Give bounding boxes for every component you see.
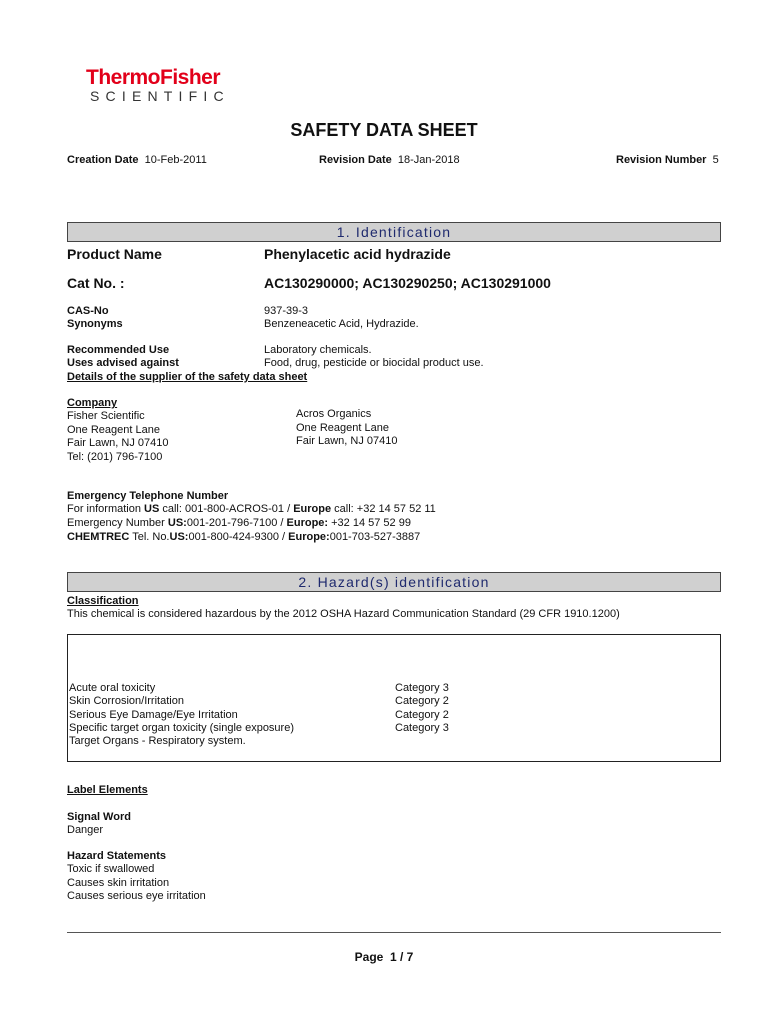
emergency-text: +32 14 57 52 99 xyxy=(328,517,411,529)
creation-date xyxy=(67,154,207,166)
hazard-category: Category 3 xyxy=(395,721,449,734)
revision-date xyxy=(319,154,460,166)
section-2-heading: 2. Hazard(s) identification xyxy=(67,572,721,592)
acros-line: One Reagent Lane xyxy=(296,421,389,434)
emergency-number-line xyxy=(67,517,411,529)
emergency-text: For information xyxy=(67,503,145,515)
hazard-statement: Causes skin irritation xyxy=(67,876,170,889)
company-line: Fisher Scientific xyxy=(67,410,145,422)
cat-no-label: Cat No. : xyxy=(67,275,125,291)
uses-advised-against-label: Uses advised against xyxy=(67,357,179,369)
revision-number xyxy=(616,154,719,166)
synonyms-value: Benzeneacetic Acid, Hydrazide. xyxy=(264,318,419,330)
thermofisher-logo-scientific: SCIENTIFIC xyxy=(90,88,230,104)
uses-advised-against-value: Food, drug, pesticide or biocidal product use. xyxy=(264,357,484,369)
emergency-info-line xyxy=(67,503,436,515)
hazard-name: Skin Corrosion/Irritation xyxy=(69,695,184,708)
company-line: Tel: (201) 796-7100 xyxy=(67,450,163,463)
emergency-text: CHEMTREC xyxy=(67,531,130,543)
company-heading: Company xyxy=(67,397,118,409)
emergency-text: US: xyxy=(169,531,189,543)
cat-no-value: AC130290000; AC130290250; AC130291000 xyxy=(264,275,551,291)
thermofisher-logo-wordmark: ThermoFisher xyxy=(86,66,221,89)
emergency-text: Emergency Number xyxy=(67,517,168,529)
page-number xyxy=(0,950,768,964)
hazard-name: Serious Eye Damage/Eye Irritation xyxy=(69,708,238,721)
page-value: 1 / 7 xyxy=(390,950,414,964)
product-name-value: Phenylacetic acid hydrazide xyxy=(264,246,451,262)
synonyms-label: Synonyms xyxy=(67,318,123,330)
product-name-label: Product Name xyxy=(67,246,162,262)
signal-word-heading: Signal Word xyxy=(67,811,131,823)
recommended-use-label: Recommended Use xyxy=(67,344,170,356)
hazard-categories xyxy=(395,682,449,735)
revision-number-label: Revision Number xyxy=(616,154,707,166)
section-1-heading: 1. Identification xyxy=(67,222,721,242)
hazard-name: Specific target organ toxicity (single exposure) xyxy=(69,721,294,734)
revision-date-value: 18-Jan-2018 xyxy=(397,154,460,166)
hazard-statement: Toxic if swallowed xyxy=(67,863,155,875)
classification-heading: Classification xyxy=(67,595,139,607)
hazard-statements-heading: Hazard Statements xyxy=(67,850,167,862)
hazard-category: Category 2 xyxy=(395,695,449,708)
supplier-details-heading: Details of the supplier of the safety data sheet xyxy=(67,371,308,383)
emergency-text: call: +32 14 57 52 11 xyxy=(331,503,436,515)
signal-word-value: Danger xyxy=(67,824,104,836)
company-line: One Reagent Lane xyxy=(67,423,160,436)
page-label: Page xyxy=(354,950,384,964)
emergency-text: Europe: xyxy=(286,517,329,529)
label-elements-heading: Label Elements xyxy=(67,784,148,796)
emergency-text: Europe: xyxy=(288,531,330,543)
footer-rule xyxy=(67,932,721,933)
hazard-statements-list xyxy=(67,863,206,904)
emergency-text: 001-201-796-7100 / xyxy=(186,517,287,529)
recommended-use-value: Laboratory chemicals. xyxy=(264,344,372,356)
emergency-text: call: 001-800-ACROS-01 / xyxy=(159,503,294,515)
emergency-text: US xyxy=(144,503,160,515)
acros-line: Acros Organics xyxy=(296,408,372,420)
hazard-statement: Causes serious eye irritation xyxy=(67,890,206,902)
classification-text: This chemical is considered hazardous by the 2012 OSHA Hazard Communication Standard (29 CFR 1910.1200) xyxy=(67,608,620,620)
emergency-text: Europe xyxy=(293,503,332,515)
creation-date-value: 10-Feb-2011 xyxy=(144,154,207,166)
company-address xyxy=(67,410,169,464)
chemtrec-line xyxy=(67,531,420,543)
company-line: Fair Lawn, NJ 07410 xyxy=(67,437,169,449)
emergency-text: US: xyxy=(167,517,187,529)
emergency-text: 001-800-424-9300 / xyxy=(188,531,289,543)
revision-number-value: 5 xyxy=(712,154,719,166)
document-title: SAFETY DATA SHEET xyxy=(290,120,478,140)
emergency-text: 001-703-527-3887 xyxy=(329,531,421,543)
emergency-heading: Emergency Telephone Number xyxy=(67,490,229,502)
hazard-names xyxy=(69,682,294,748)
emergency-text: Tel. No. xyxy=(129,531,170,543)
creation-date-label: Creation Date xyxy=(67,154,139,166)
acros-line: Fair Lawn, NJ 07410 xyxy=(296,435,398,447)
hazard-category: Category 2 xyxy=(395,708,449,721)
revision-date-label: Revision Date xyxy=(319,154,392,166)
cas-value: 937-39-3 xyxy=(264,305,309,317)
hazard-name: Acute oral toxicity xyxy=(69,682,156,694)
cas-label: CAS-No xyxy=(67,305,109,317)
hazard-category: Category 3 xyxy=(395,682,449,694)
acros-address xyxy=(296,408,398,449)
hazard-name: Target Organs - Respiratory system. xyxy=(69,735,246,748)
